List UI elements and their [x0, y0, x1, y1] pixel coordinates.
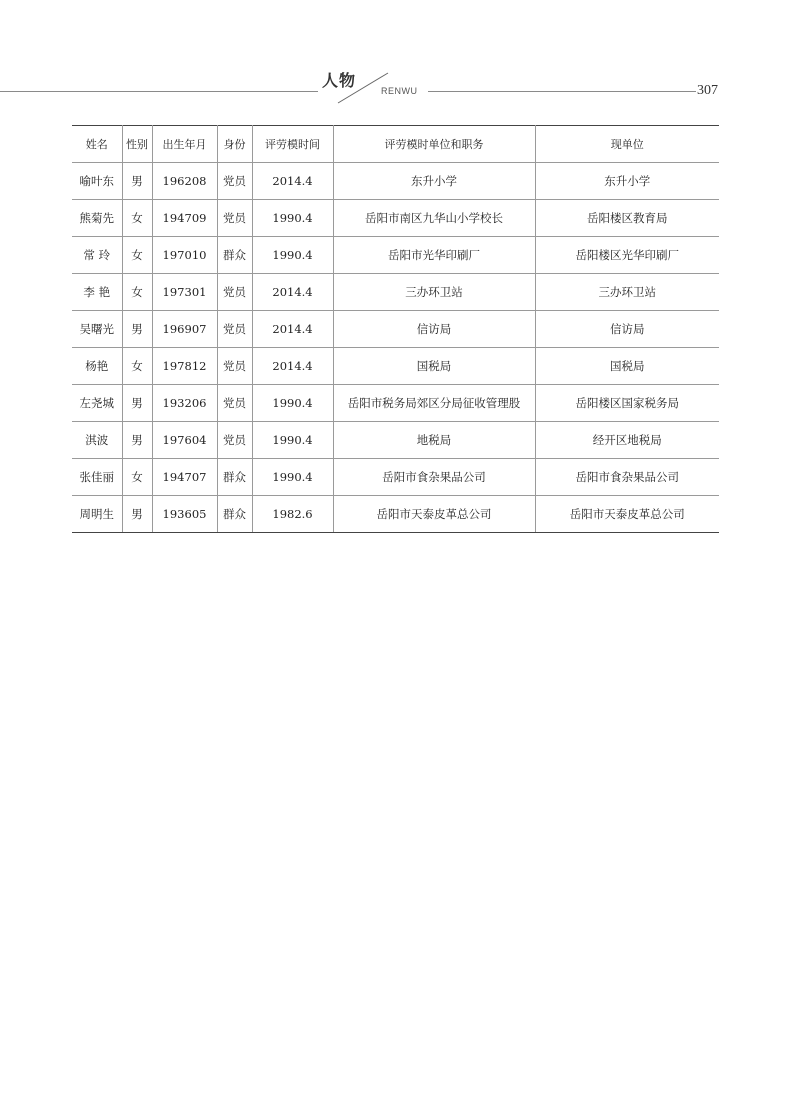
table-cell: 197010	[152, 237, 217, 274]
table-cell: 女	[122, 274, 152, 311]
header-rule-right	[428, 91, 696, 92]
table-cell: 2014.4	[252, 163, 333, 200]
table-cell: 194707	[152, 459, 217, 496]
table-cell: 东升小学	[333, 163, 535, 200]
table-cell: 熊菊先	[72, 200, 122, 237]
table-cell: 1990.4	[252, 200, 333, 237]
header-rule-left	[0, 91, 318, 92]
table-cell: 国税局	[535, 348, 719, 385]
table-cell: 党员	[217, 385, 252, 422]
column-header: 姓名	[72, 126, 122, 163]
column-header: 评劳模时单位和职务	[333, 126, 535, 163]
table-cell: 女	[122, 348, 152, 385]
table-cell: 群众	[217, 237, 252, 274]
table-cell: 党员	[217, 422, 252, 459]
table-row	[72, 163, 719, 200]
table-cell: 地税局	[333, 422, 535, 459]
table-cell: 1990.4	[252, 422, 333, 459]
table-row	[72, 496, 719, 533]
table-cell: 党员	[217, 274, 252, 311]
table-cell: 岳阳市天泰皮革总公司	[535, 496, 719, 533]
table-cell: 东升小学	[535, 163, 719, 200]
table-cell: 三办环卫站	[535, 274, 719, 311]
table-cell: 1990.4	[252, 459, 333, 496]
table-cell: 男	[122, 496, 152, 533]
table-cell: 岳阳市光华印刷厂	[333, 237, 535, 274]
table-cell: 党员	[217, 163, 252, 200]
table-cell: 女	[122, 237, 152, 274]
table-header-row	[72, 126, 719, 163]
table-cell: 常 玲	[72, 237, 122, 274]
table-cell: 信访局	[535, 311, 719, 348]
table-cell: 岳阳市食杂果品公司	[535, 459, 719, 496]
table-cell: 男	[122, 163, 152, 200]
table-cell: 李 艳	[72, 274, 122, 311]
table-cell: 197604	[152, 422, 217, 459]
column-header: 出生年月	[152, 126, 217, 163]
table-cell: 岳阳市税务局郊区分局征收管理股	[333, 385, 535, 422]
table-cell: 岳阳楼区光华印刷厂	[535, 237, 719, 274]
table-cell: 男	[122, 385, 152, 422]
table-cell: 三办环卫站	[333, 274, 535, 311]
page-number: 307	[697, 83, 718, 98]
table-row	[72, 200, 719, 237]
table-cell: 信访局	[333, 311, 535, 348]
table-cell: 男	[122, 311, 152, 348]
column-header: 现单位	[535, 126, 719, 163]
table-cell: 193206	[152, 385, 217, 422]
column-header: 性别	[122, 126, 152, 163]
table-cell: 经开区地税局	[535, 422, 719, 459]
section-subtitle: RENWU	[381, 86, 418, 96]
table-cell: 女	[122, 200, 152, 237]
table-cell: 193605	[152, 496, 217, 533]
table-row	[72, 459, 719, 496]
table-row	[72, 348, 719, 385]
model-worker-table	[72, 125, 719, 533]
table-cell: 1982.6	[252, 496, 333, 533]
table-cell: 196208	[152, 163, 217, 200]
table-cell: 2014.4	[252, 274, 333, 311]
table-cell: 196907	[152, 311, 217, 348]
section-title: 人物	[322, 71, 357, 90]
table-cell: 1990.4	[252, 237, 333, 274]
table-cell: 群众	[217, 496, 252, 533]
table-row	[72, 385, 719, 422]
table-cell: 女	[122, 459, 152, 496]
column-header: 评劳模时间	[252, 126, 333, 163]
table-cell: 197812	[152, 348, 217, 385]
table-row	[72, 422, 719, 459]
table-cell: 喻叶东	[72, 163, 122, 200]
table-cell: 左尧城	[72, 385, 122, 422]
table-cell: 男	[122, 422, 152, 459]
table-cell: 197301	[152, 274, 217, 311]
table-cell: 国税局	[333, 348, 535, 385]
table-cell: 群众	[217, 459, 252, 496]
table-cell: 周明生	[72, 496, 122, 533]
table-row	[72, 237, 719, 274]
table-cell: 岳阳楼区国家税务局	[535, 385, 719, 422]
table-cell: 杨艳	[72, 348, 122, 385]
table-cell: 2014.4	[252, 348, 333, 385]
table-row	[72, 311, 719, 348]
table-cell: 岳阳楼区教育局	[535, 200, 719, 237]
table-cell: 岳阳市食杂果品公司	[333, 459, 535, 496]
table-cell: 1990.4	[252, 385, 333, 422]
column-header: 身份	[217, 126, 252, 163]
table-cell: 张佳丽	[72, 459, 122, 496]
table-cell: 194709	[152, 200, 217, 237]
table-row	[72, 274, 719, 311]
table-cell: 党员	[217, 348, 252, 385]
table-cell: 党员	[217, 200, 252, 237]
table-cell: 岳阳市南区九华山小学校长	[333, 200, 535, 237]
table-cell: 淇波	[72, 422, 122, 459]
table-cell: 岳阳市天泰皮革总公司	[333, 496, 535, 533]
table-body	[72, 163, 719, 533]
table-cell: 吴曙光	[72, 311, 122, 348]
table-cell: 党员	[217, 311, 252, 348]
table-cell: 2014.4	[252, 311, 333, 348]
